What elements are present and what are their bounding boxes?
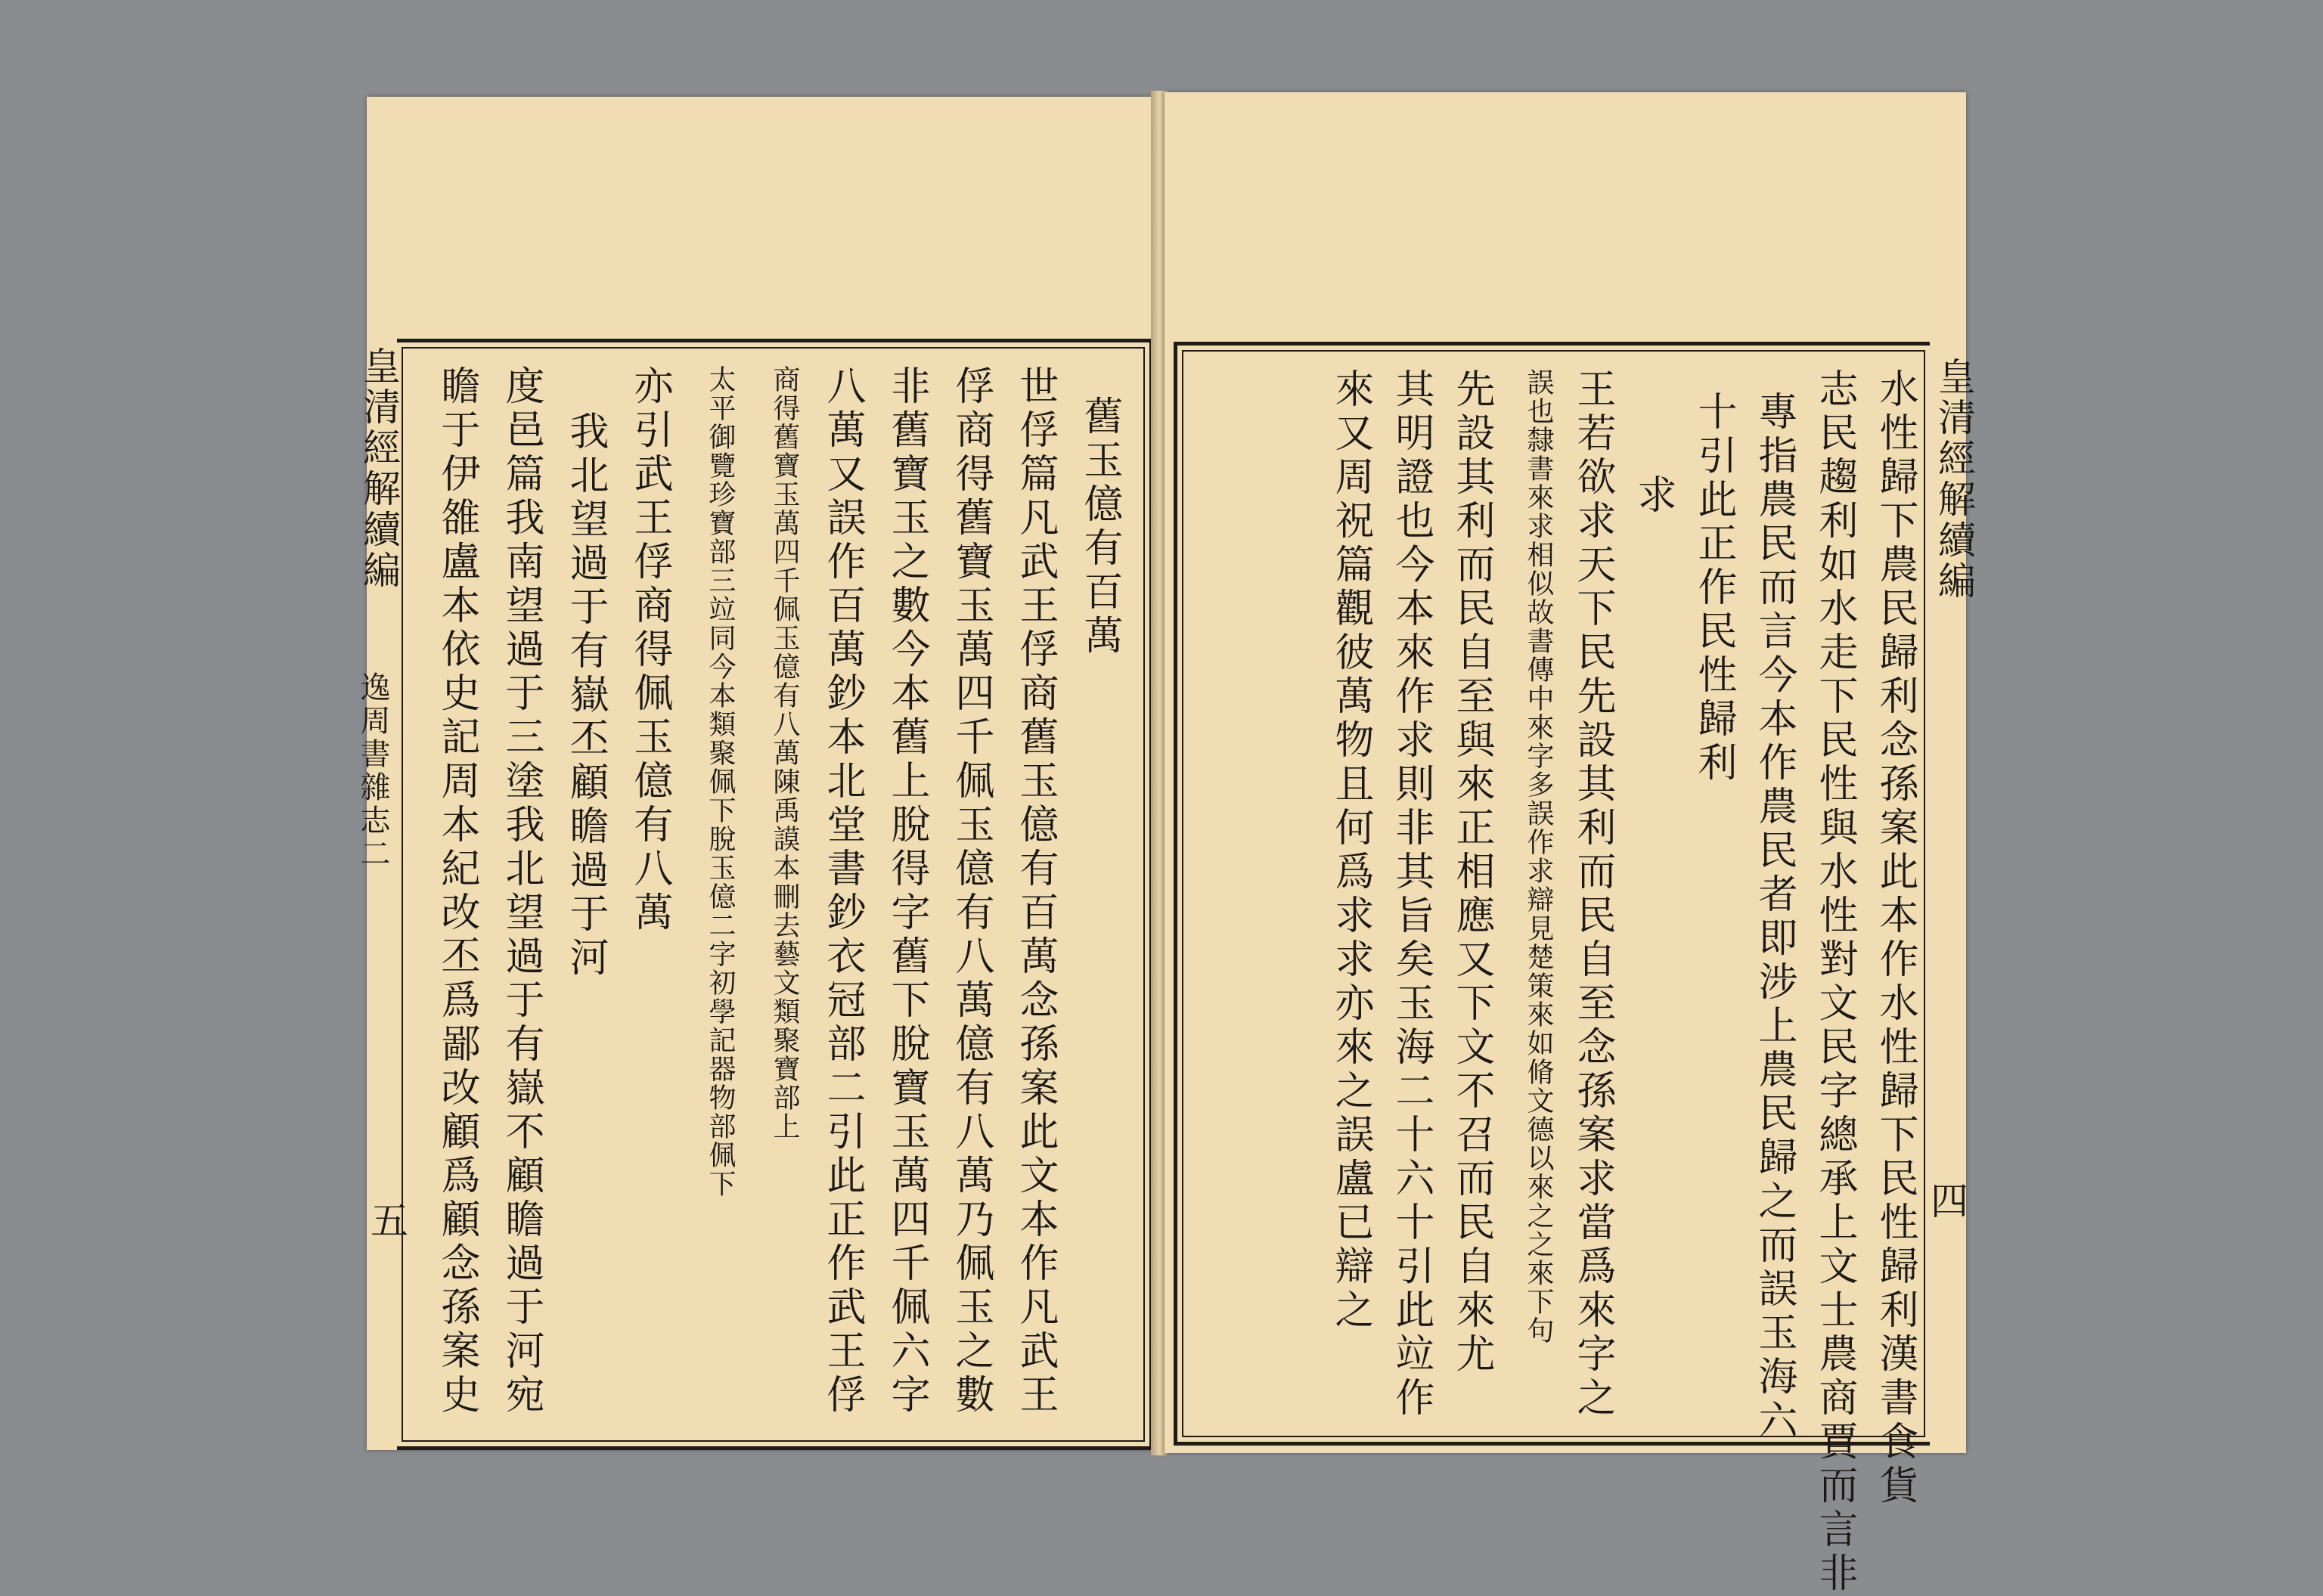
right-column-6: 王若欲求天下民先設其利而民自至念孫案求當爲來字之 [1570,368,1615,1421]
left-column-9: 我北望過于有嶽丕顧瞻過于河 [563,411,608,981]
left-column-3: 俘商得舊寶玉萬四千佩玉億有八萬億有八萬乃佩玉之數 [948,365,994,1418]
left-column-2: 世俘篇凡武王俘商舊玉億有百萬念孫案此文本作凡武王 [1013,365,1058,1418]
left-column-4: 非舊寶玉之數今本舊上脫得字舊下脫寶玉萬四千佩六字 [884,365,929,1418]
left-text-frame [397,339,1153,1450]
left-column-7: 太平御覽珍寶部三竝同今本類聚佩下脫玉億二字初學記器物部佩下 [705,365,736,1198]
left-column-8: 亦引武王俘商得佩玉億有八萬 [627,365,672,935]
left-column-5: 八萬又誤作百萬鈔本北堂書鈔衣冠部二引此正作武王俘 [820,365,865,1418]
right-page-number: 四 [1924,1181,1968,1219]
left-page [355,97,1153,1450]
right-column-5: 求 [1630,474,1676,518]
right-column-8: 先設其利而民自至與來正相應又下文不召而民自來尤 [1449,368,1494,1377]
left-margin-section: 逸周書雜志二 [355,671,390,871]
left-column-10: 度邑篇我南望過于三塗我北望過于有嶽不顧瞻過于河宛 [498,365,544,1418]
left-column-1: 舊玉億有百萬 [1077,395,1122,659]
left-column-11: 瞻于伊雒盧本依史記周本紀改丕爲鄙改顧爲顧念孫案史 [434,365,479,1418]
right-column-1: 水性歸下農民歸利念孫案此本作水性歸下民性歸利漢書食貨 [1872,368,1918,1508]
right-column-10: 來又周祝篇觀彼萬物且何爲求求亦來之誤盧已辯之 [1328,368,1373,1333]
right-margin-title: 皇清經解續編 [1932,357,1976,602]
left-page-number: 五 [364,1201,408,1238]
right-column-4: 十引此正作民性歸利 [1691,391,1736,786]
right-column-3: 專指農民而言今本作農民者即涉上農民歸之而誤玉海六 [1751,391,1797,1443]
right-column-9: 其明證也今本來作求則非其旨矣玉海二十六十引此竝作 [1388,368,1434,1421]
right-column-7: 誤也隸書來求相似故書傳中來字多誤作求辯見楚策來如脩文德以來之之來下句 [1523,368,1554,1345]
right-page [1165,92,1976,1596]
right-column-2: 志民趨利如水走下民性與水性對文民字總承上文士農商賈而言非 [1812,368,1857,1596]
left-column-6: 商得舊寶玉萬四千佩玉億有八萬陳禹謨本刪去藝文類聚寶部上 [769,365,800,1141]
right-text-frame [1174,342,1930,1596]
left-margin-title: 皇清經解續編 [357,346,401,591]
